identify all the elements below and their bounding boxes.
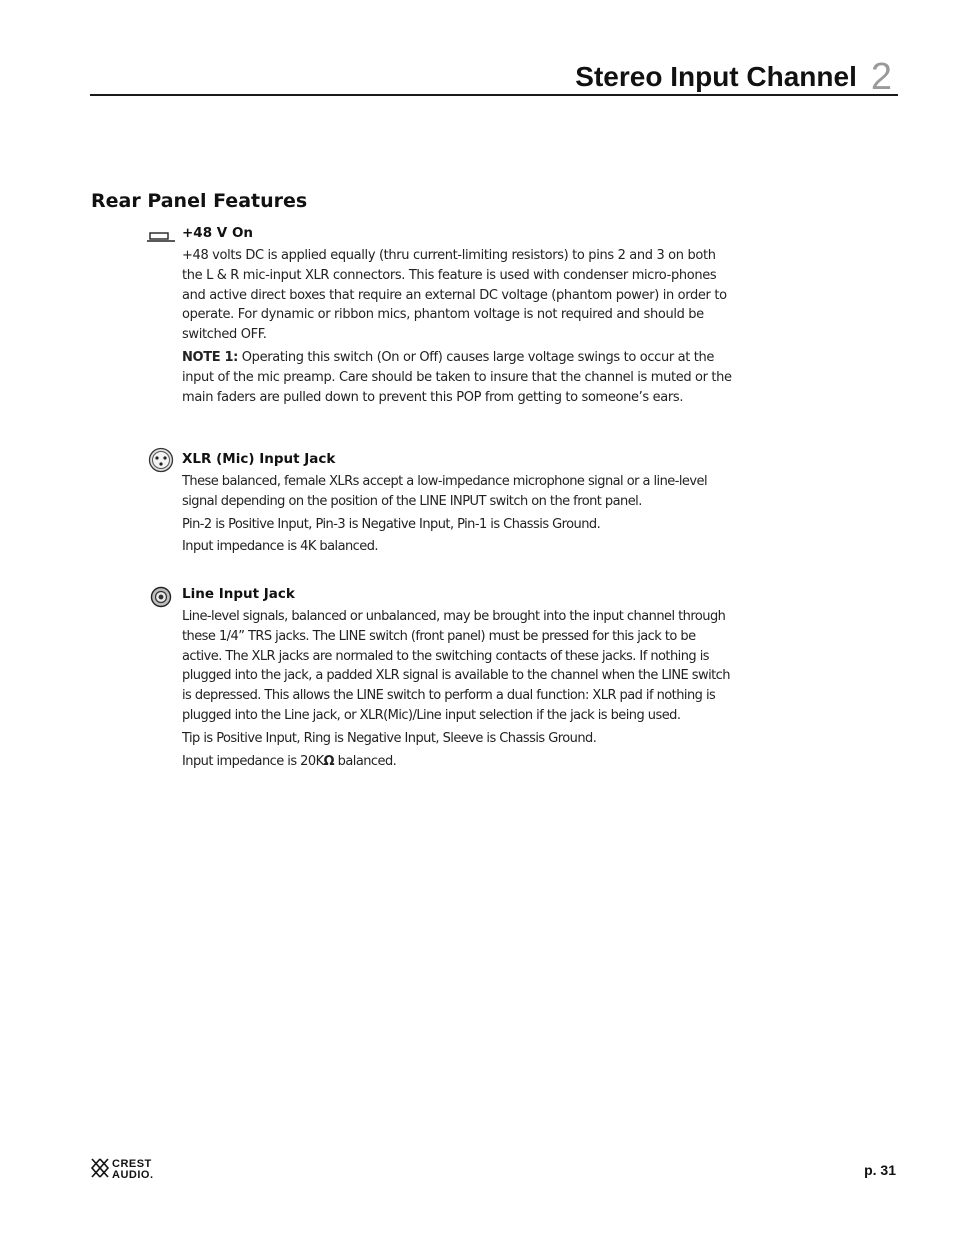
note-paragraph [182, 348, 732, 407]
crest-audio-logo [90, 1156, 180, 1184]
page-number: p. 31 [864, 1162, 896, 1178]
feature-paragraph: Pin-2 is Positive Input, Pin-3 is Negative Input, Pin-1 is Chassis Ground. [182, 516, 601, 532]
feature-title: +48 V On [182, 225, 254, 241]
feature-title: Line Input Jack [182, 586, 295, 602]
feature-xlr-jack [182, 450, 732, 560]
feature-phantom-power [182, 224, 732, 410]
page-header [90, 56, 898, 96]
note-text: Operating this switch (On or Off) causes large voltage swings to occur at the input of the mic preamp. Care should be taken to insure that the channel is muted or the main faders are pulled down to prevent this POP from getting to someone’s ears. [182, 349, 732, 405]
chapter-title: Stereo Input Channel [575, 61, 857, 92]
feature-paragraph: +48 volts DC is applied equally (thru current-limiting resistors) to pins 2 and 3 on both the L & R mic-input XLR connectors. This feature is used with condenser micro-phones and active direct boxes that require an external DC voltage (phantom power) in order to operate. For dynamic or ribbon mics, phantom voltage is not required and should be switched OFF. [182, 248, 727, 343]
impedance-suffix: balanced. [334, 753, 397, 769]
feature-paragraph: These balanced, female XLRs accept a low-impedance microphone signal or a line-level signal depending on the position of the LINE INPUT switch on the front panel. [182, 474, 708, 509]
logo-text-line2: AUDIO. [112, 1169, 154, 1180]
jack-connector-icon [150, 586, 172, 612]
feature-line-jack [182, 585, 732, 774]
feature-title: XLR (Mic) Input Jack [182, 451, 336, 467]
section-heading: Rear Panel Features [91, 190, 308, 212]
feature-paragraph: Input impedance is 4K balanced. [182, 539, 379, 555]
impedance-paragraph [182, 752, 732, 772]
feature-paragraph: Line-level signals, balanced or unbalanced, may be brought into the input channel through these 1/4” TRS jacks. The LINE switch (front panel) must be pressed for this jack to be active. The XLR jacks are normaled to the switching contacts of these jacks. If nothing is plugged into the jack, a padded XLR signal is available to the channel when the LINE switch is depressed. This allows the LINE switch to perform a dual function: XLR pad if nothing is plugged into the Line jack, or XLR(Mic)/Line input selection if the jack is being used. [182, 609, 730, 723]
logo-text-line1: CREST [112, 1158, 152, 1170]
switch-icon [146, 228, 176, 247]
feature-paragraph: Tip is Positive Input, Ring is Negative Input, Sleeve is Chassis Ground. [182, 730, 597, 746]
impedance-prefix: Input impedance is 20K [182, 753, 324, 769]
ohm-symbol: Ω [323, 753, 335, 769]
chapter-number: 2 [870, 56, 892, 98]
xlr-connector-icon [148, 447, 174, 477]
note-label: NOTE 1: [182, 349, 238, 365]
